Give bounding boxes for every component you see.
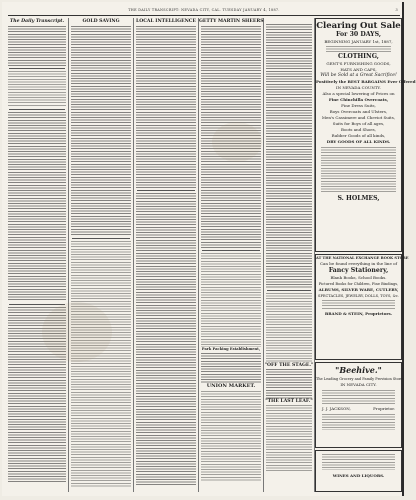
beehive-owner-name: J. J. JACKSON, (322, 406, 351, 411)
beehive-title: "Beehive." (335, 365, 382, 375)
clearing-sale-men: Men's Cassimere and Cheviot Suits, (321, 115, 396, 120)
column-1 (6, 18, 69, 492)
newspaper-page (2, 2, 416, 496)
column-4 (199, 18, 264, 492)
column-1-title: The Daily Transcript. (9, 19, 65, 24)
column-5-text (266, 405, 312, 471)
column-2 (69, 18, 134, 492)
beehive-owner-role: Proprietor. (373, 406, 395, 411)
union-market-heading: UNION MARKET. (206, 383, 256, 389)
clearing-sale-rubber: Rubber Goods of all kinds, (331, 133, 386, 138)
book-store-albums: ALBUMS, SILVER WARE, CUTLERY, (318, 287, 399, 292)
divider (9, 109, 65, 110)
clearing-sale-county: IN NEVADA COUNTY. (336, 85, 381, 90)
book-store-spect: SPECTACLES, JEWELRY, DOLLS, TOYS, &c. (318, 294, 399, 298)
column-2-text (71, 241, 131, 487)
clearing-sale-hats: HATS AND CAPS, (340, 67, 377, 72)
column-5-text (266, 24, 312, 288)
beehive-owner (316, 406, 401, 412)
paper-stain (42, 302, 112, 362)
beehive-city: IN NEVADA CITY. (340, 382, 377, 387)
off-stage-heading: "OFF THE STAGE." (264, 363, 314, 368)
column-4-text (201, 353, 261, 383)
column-2-text (71, 26, 131, 236)
ad-text (322, 454, 395, 470)
book-store-title: AT THE NATIONAL EXCHANGE BOOK STORE (316, 256, 409, 260)
column-5-text (266, 293, 312, 363)
clearing-sale-days: For 30 DAYS, (335, 31, 382, 38)
ad-text (322, 300, 395, 310)
paper-stain (212, 122, 262, 162)
column-4-text (201, 391, 261, 481)
beehive-sub: The Leading Grocery and Family Provision Store (316, 377, 403, 381)
column-3-title: LOCAL INTELLIGENCE (136, 19, 196, 24)
clearing-sale-boots: Boots and Shoes, (341, 127, 376, 132)
last-leaf-heading: "THE LAST LEAF." (265, 399, 313, 404)
clearing-sale-ad (315, 18, 416, 252)
column-5-text (266, 369, 312, 399)
clearing-sale-stock: CLOTHING, (338, 53, 379, 60)
column-1-text (8, 26, 66, 66)
clearing-sale-title: Clearing Out Sale (316, 21, 401, 31)
clearing-sale-suits: Fine Dress Suits, (341, 103, 376, 108)
wines-heading: WINES AND LIQUORS. (332, 473, 385, 478)
clearing-sale-bargains: Positively the BEST BARGAINS Ever Offered (316, 79, 416, 84)
ad-text (326, 46, 391, 52)
divider (137, 190, 195, 191)
column-4-title: GETTY MARTIN SHEERS (199, 19, 264, 24)
book-store-prop: BRAND & STEIN, Proprietors. (324, 311, 393, 316)
ad-text (321, 147, 396, 193)
column-3-text (136, 193, 196, 487)
column-4-text (201, 253, 261, 347)
page-number: 3 (395, 8, 398, 12)
clearing-sale-name: S. HOLMES, (337, 195, 380, 202)
clearing-sale-mens2: Suits for Boys of all ages, (332, 121, 385, 126)
masthead-line: THE DAILY TRANSCRIPT: NEVADA CITY, CAL. TUESDAY JANUARY 4, 1887. (128, 8, 280, 12)
column-3 (134, 18, 199, 492)
clearing-sale-dry: DRY GOODS OF ALL KINDS. (326, 139, 391, 144)
column-2-title: GOLD SAVING (82, 19, 120, 24)
clearing-sale-boys: Boys Overcoats and Ulsters, (329, 109, 388, 114)
book-store-fancy: Fancy Stationery, (328, 267, 389, 274)
divider (202, 250, 260, 251)
column-1-text (8, 112, 66, 302)
divider (72, 238, 130, 239)
book-store-blank: Blank Books, School Books. (330, 275, 387, 280)
book-store-pens: Pictured Books for Children, Fine Bindings, (318, 282, 399, 286)
divider (9, 68, 65, 69)
column-1-text (8, 71, 66, 107)
ad-text (322, 414, 395, 430)
divider (267, 290, 311, 291)
wines-ad (315, 450, 402, 492)
beehive-ad (315, 362, 402, 448)
clearing-sale-begin: BEGINNING JANUARY 1st, 1887, (324, 39, 393, 44)
clearing-sale-sold: Will be Sold at a Great Sacrifice! (320, 73, 397, 78)
divider (9, 304, 65, 305)
column-5 (264, 18, 315, 492)
book-store-ad (315, 254, 409, 360)
clearing-sale-furnish: GENT'S FURNISHING GOODS, (326, 61, 391, 66)
column-3-text (136, 26, 196, 188)
ad-text (322, 390, 395, 404)
clearing-sale-prices: Also a special lowering of Prices on (322, 91, 395, 96)
masthead (8, 6, 400, 16)
clearing-sale-fine: Fine Chinchilla Overcoats, (328, 97, 389, 102)
packing-heading: Park Packing Establishment, (201, 347, 261, 351)
book-store-found: Can be found everything in the line of (319, 261, 397, 266)
